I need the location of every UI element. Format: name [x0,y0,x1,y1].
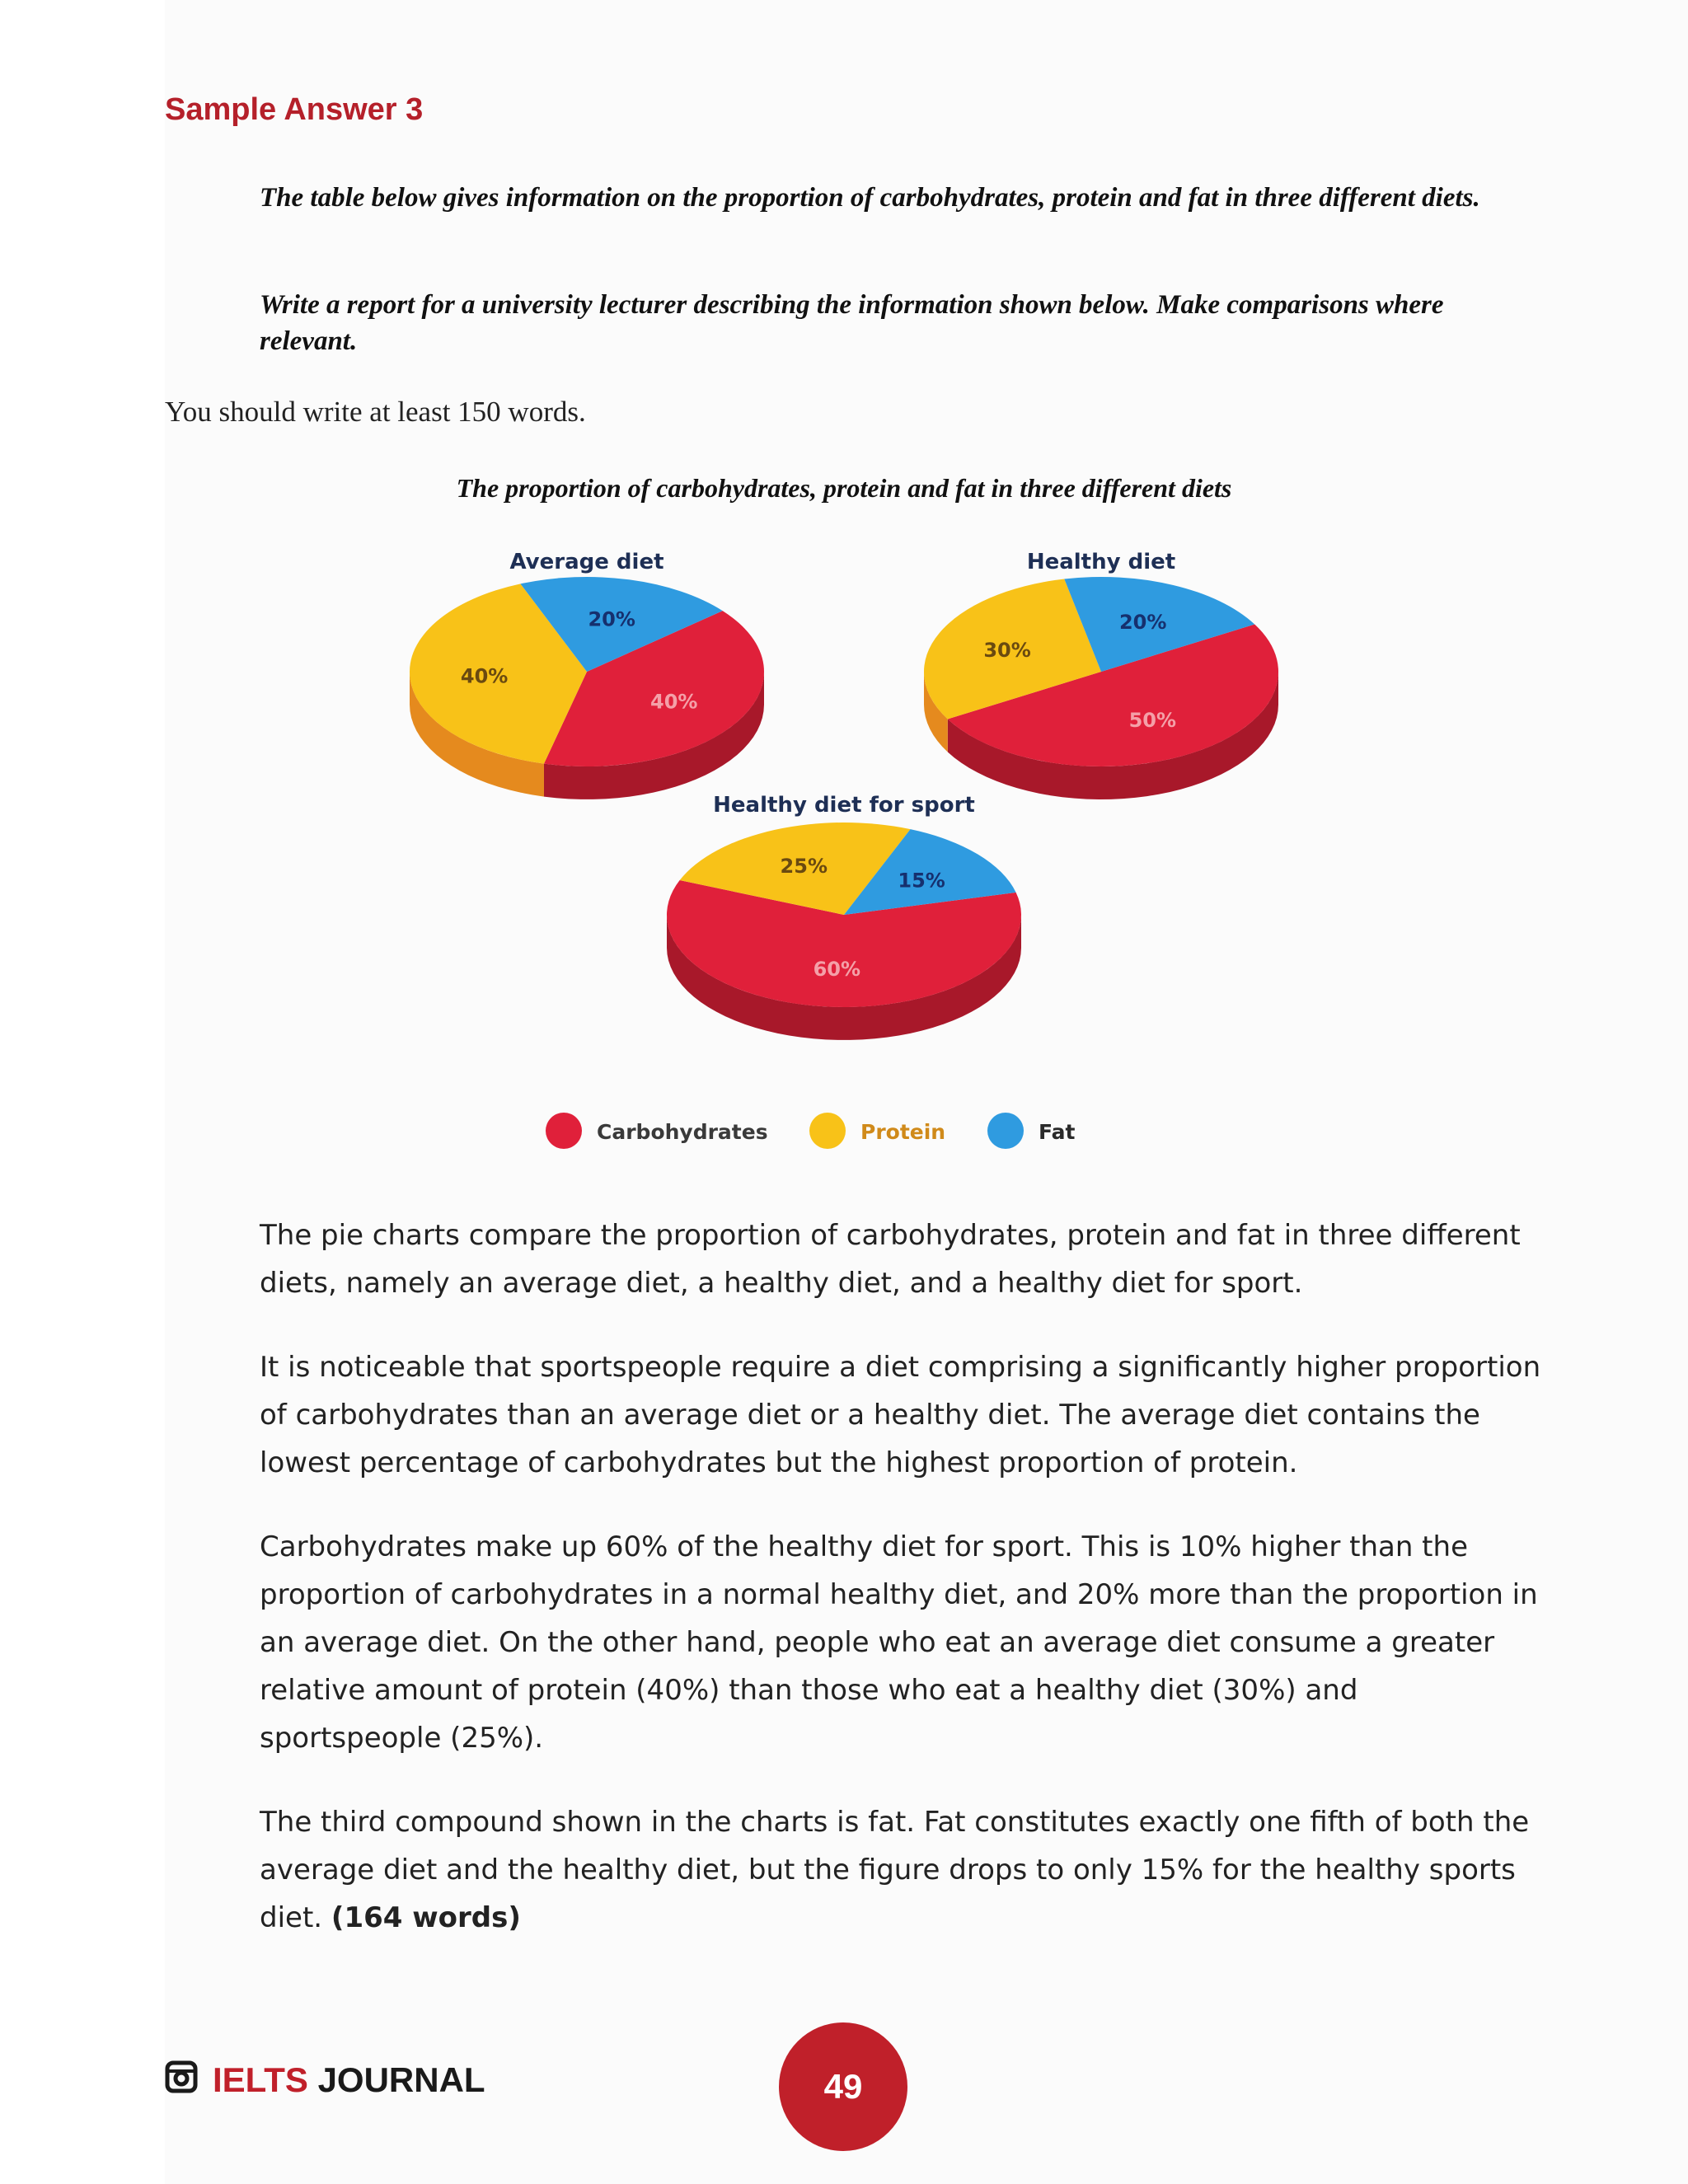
pie-label-carbohydrates: 40% [650,690,698,714]
paragraph-fat [260,1798,1545,1942]
page-number: 49 [779,2022,907,2151]
chart-legend [546,1113,1075,1149]
pie-label-fat: 20% [1118,611,1167,635]
paragraph-overview: It is noticeable that sportspeople require a diet comprising a significantly higher proportion of carbohydrates than an average diet or a healthy diet. The average diet contains the lowest percentage of carbohydrates but the highest proportion of protein. [260,1351,1541,1479]
legend-swatch-fat [987,1113,1024,1149]
pie-label-fat: 20% [588,607,635,631]
pie-chart-2 [924,550,1278,799]
paragraph-fat-text: The third compound shown in the charts is fat. Fat constitutes exactly one fifth of both the average diet and the healthy diet, but the figure drops to only 15% for the healthy sports diet. [260,1806,1530,1934]
legend-swatch-carbohydrates [546,1113,582,1149]
section-heading: Sample Answer 3 [165,92,424,127]
legend-label-carbohydrates: Carbohydrates [597,1120,768,1144]
legend-label-protein: Protein [860,1120,946,1144]
pie-label-carbohydrates: 50% [1128,708,1177,732]
legend-label-fat: Fat [1039,1120,1076,1144]
pie-label-protein: 25% [780,855,828,879]
paragraph-carbohydrates-protein: Carbohydrates make up 60% of the healthy diet for sport. This is 10% higher than the proportion of carbohydrates in a normal healthy diet, and 20% more than the proportion in an average diet. On the other hand, people who eat an average diet consume a greater relative amount of protein (40%) than those who eat a healthy diet (30%) and sportspeople (25%). [260,1530,1538,1755]
pie-label-protein: 30% [983,638,1031,662]
paragraph-intro: The pie charts compare the proportion of carbohydrates, protein and fat in three different diets, namely an average diet, a healthy diet, and a healthy diet for sport. [260,1219,1521,1300]
task-prompt-2: Write a report for a university lecturer describing the information shown below. Make comparisons where relevant. [260,290,1444,356]
pie-label-carbohydrates: 60% [813,957,861,981]
footer-brand [213,2060,485,2100]
pie-label-protein: 40% [460,664,509,688]
task-prompt-1: The table below gives information on the proportion of carbohydrates, protein and fat in three different diets. [260,183,1480,213]
brand-journal: JOURNAL [317,2060,485,2099]
word-count-instruction: You should write at least 150 words. [165,396,586,428]
brand-ielts: IELTS [213,2060,308,2099]
pie-chart-title: Healthy diet [1026,550,1176,574]
legend-item-protein [809,1113,945,1149]
legend-swatch-protein [809,1113,846,1149]
pie-chart-1 [410,550,764,799]
legend-item-fat [987,1113,1075,1149]
legend-item-carbohydrates [546,1113,768,1149]
chart-title: The proportion of carbohydrates, protein and fat in three different diets [456,473,1232,503]
pie-label-fat: 15% [898,869,945,893]
word-count-total: (164 words) [331,1901,521,1934]
pie-chart-3 [667,793,1021,1040]
pie-chart-title: Healthy diet for sport [713,793,975,818]
pie-chart-title: Average diet [509,550,664,574]
instagram-icon [165,2060,198,2093]
